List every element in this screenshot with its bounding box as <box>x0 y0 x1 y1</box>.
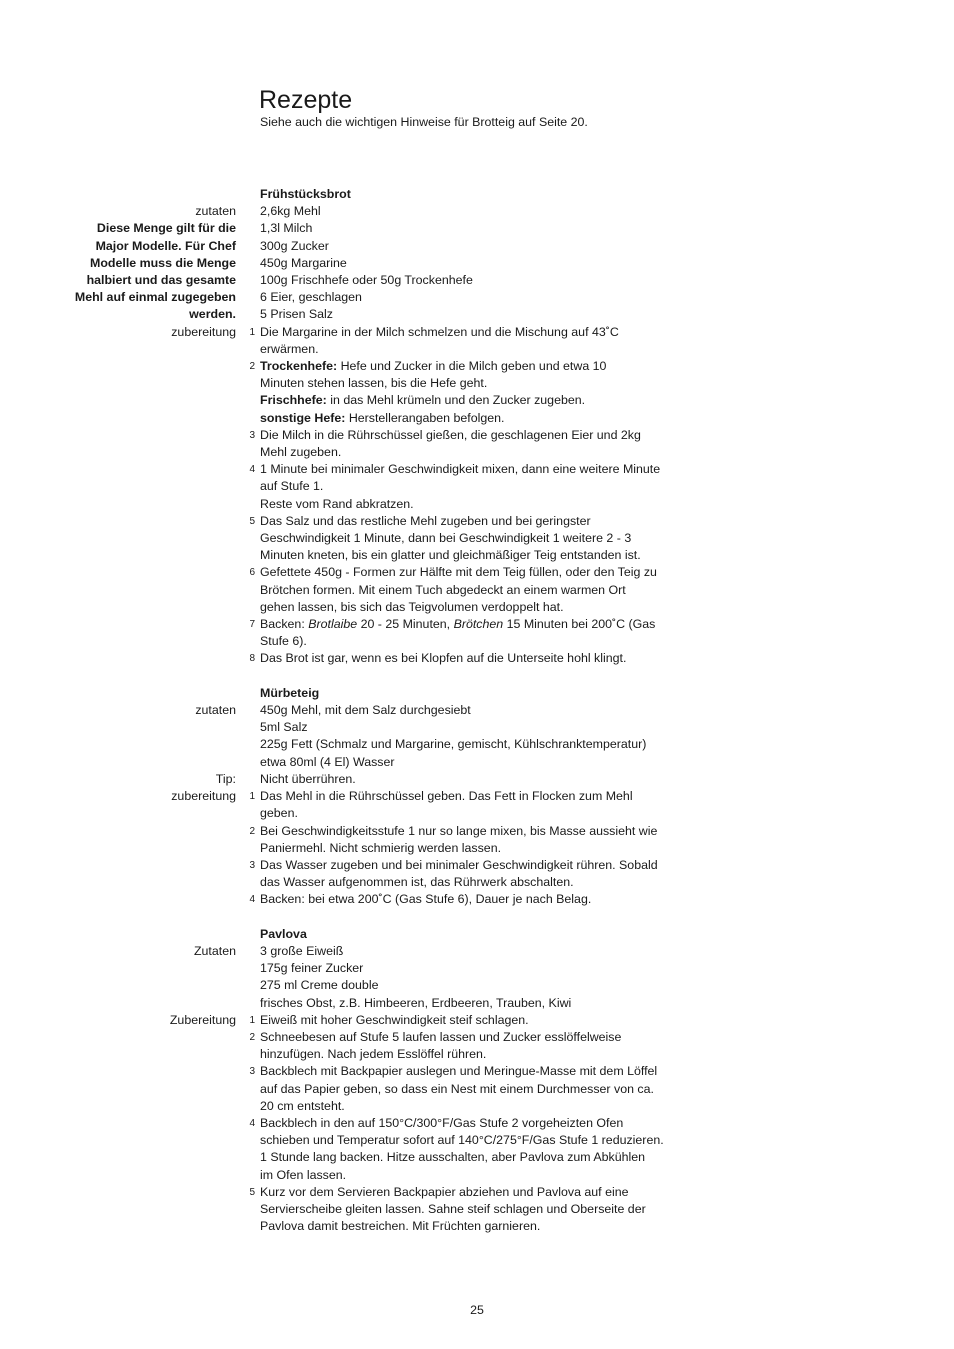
recipe-text <box>260 478 700 495</box>
text-span: Brötchen formen. Mit einem Tuch abgedeckt an einem warmen Ort <box>260 582 626 597</box>
recipe-line <box>0 358 954 375</box>
recipe-text <box>260 857 700 874</box>
text-span: 6 Eier, geschlagen <box>260 290 362 305</box>
text-span: 15 Minuten bei 200˚C (Gas <box>503 617 656 632</box>
recipe-line <box>0 341 954 358</box>
text-span: frisches Obst, z.B. Himbeeren, Erdbeeren, Trauben, Kiwi <box>260 995 572 1010</box>
text-span: Mehl zugeben. <box>260 445 342 460</box>
recipe-text <box>260 823 700 840</box>
recipe-title: Frühstücksbrot <box>260 187 351 201</box>
recipe-text <box>260 1081 700 1098</box>
recipe-line <box>0 1012 954 1029</box>
recipe-line <box>0 805 954 822</box>
text-span: 1 Minute bei minimaler Geschwindigkeit mixen, dann eine weitere Minute <box>260 462 661 477</box>
text-span: 300g Zucker <box>260 238 329 253</box>
text-span: Minuten stehen lassen, bis die Hefe geht. <box>260 376 488 391</box>
recipe-text <box>260 702 700 719</box>
recipe-text <box>260 1184 700 1201</box>
recipe-text <box>260 960 700 977</box>
recipe-line <box>0 410 954 427</box>
text-span: das Wasser aufgenommen ist, das Rührwerk abschalten. <box>260 875 574 890</box>
recipe-line <box>0 392 954 409</box>
step-number: 5 <box>249 1186 255 1198</box>
text-span: 3 große Eiweiß <box>260 943 344 958</box>
recipe-text <box>260 324 700 341</box>
recipe-line <box>0 1132 954 1149</box>
step-number: 6 <box>249 567 255 579</box>
section-label: Zutaten <box>193 943 236 958</box>
step-number: 2 <box>249 1031 255 1043</box>
text-span: Paniermehl. Nicht schmierig werden lassen. <box>260 840 502 855</box>
recipe-text <box>260 1098 700 1115</box>
text-span: Die Milch in die Rührschüssel gießen, die geschlagenen Eier und 2kg <box>260 427 641 442</box>
yeast-type-label: Trockenhefe: <box>260 359 338 374</box>
text-span: schieben und Temperatur sofort auf 140°C/275°F/Gas Stufe 1 reduzieren. <box>260 1133 664 1148</box>
recipe-line <box>0 496 954 513</box>
text-span: Backen: <box>260 617 309 632</box>
recipe-line <box>0 289 954 306</box>
recipe-line <box>0 1184 954 1201</box>
recipe-text <box>260 1201 700 1218</box>
text-span: Servierscheibe gleiten lassen. Sahne steif schlagen und Oberseite der <box>260 1201 646 1216</box>
recipe-line <box>0 633 954 650</box>
recipe-text <box>260 444 700 461</box>
step-number: 4 <box>249 894 255 906</box>
recipe-text <box>260 220 700 237</box>
recipe-line <box>0 1046 954 1063</box>
text-span: 1,3l Milch <box>260 221 313 236</box>
page-title: Rezepte <box>259 86 353 114</box>
recipe-text <box>260 1115 700 1132</box>
section-label: zutaten <box>195 204 236 219</box>
recipe-line <box>0 1115 954 1132</box>
step-number: 3 <box>249 859 255 871</box>
text-span: Backblech in den auf 150°C/300°F/Gas Stufe 2 vorgeheizten Ofen <box>260 1115 624 1130</box>
text-span: Reste vom Rand abkratzen. <box>260 496 414 511</box>
recipe-line <box>0 788 954 805</box>
quantity-note: werden. <box>189 307 236 322</box>
recipe-title: Pavlova <box>260 926 307 941</box>
text-span: 175g feiner Zucker <box>260 961 364 976</box>
recipe-line <box>0 1149 954 1166</box>
recipe-text <box>260 547 700 564</box>
recipe-line <box>0 754 954 771</box>
text-span: auf das Papier geben, so dass ein Nest mit einem Durchmesser von ca. <box>260 1081 654 1096</box>
recipe-line <box>0 1201 954 1218</box>
recipe-line <box>0 444 954 461</box>
text-span: Stufe 6). <box>260 634 307 649</box>
text-span: Geschwindigkeit 1 Minute, dann bei Geschwindigkeit 1 weitere 2 - 3 <box>260 531 632 546</box>
recipe-line <box>0 1063 954 1080</box>
quantity-note: Modelle muss die Menge <box>90 255 236 270</box>
recipe-line <box>0 599 954 616</box>
recipe-text <box>260 719 700 736</box>
text-span: Backen: bei etwa 200˚C (Gas Stufe 6), Dauer je nach Belag. <box>260 892 592 907</box>
text-span: Das Mehl in die Rührschüssel geben. Das Fett in Flocken zum Mehl <box>260 789 633 804</box>
text-span: Das Wasser zugeben und bei minimaler Geschwindigkeit rühren. Sobald <box>260 857 658 872</box>
recipe-line <box>0 771 954 788</box>
section-label: zutaten <box>195 703 236 718</box>
recipe-text <box>260 289 700 306</box>
text-span: Eiweiß mit hoher Geschwindigkeit steif schlagen. <box>260 1012 529 1027</box>
recipe-line <box>0 874 954 891</box>
recipe-title-row <box>0 926 954 943</box>
recipe-line <box>0 255 954 272</box>
recipe-text <box>260 1063 700 1080</box>
text-span: erwärmen. <box>260 341 319 356</box>
text-span: im Ofen lassen. <box>260 1167 347 1182</box>
text-span: 5 Prisen Salz <box>260 307 334 322</box>
recipe-text <box>260 375 700 392</box>
recipe-text <box>260 633 700 650</box>
recipe-text <box>260 874 700 891</box>
recipe-title-row <box>0 186 954 203</box>
text-span: Hefe und Zucker in die Milch geben und etwa 10 <box>337 359 607 374</box>
text-span: etwa 80ml (4 El) Wasser <box>260 754 395 769</box>
recipe-text <box>260 1149 700 1166</box>
quantity-note: Diese Menge gilt für die <box>96 221 236 236</box>
recipe-line <box>0 375 954 392</box>
recipe-line <box>0 736 954 753</box>
recipe-line <box>0 650 954 667</box>
recipe-text <box>260 1167 700 1184</box>
text-span: in das Mehl krümeln und den Zucker zugeben. <box>326 393 586 408</box>
text-span: 20 - 25 Minuten, <box>357 617 454 632</box>
recipe-text <box>260 650 700 667</box>
recipe-line <box>0 1167 954 1184</box>
recipe-text <box>260 805 700 822</box>
recipe-title-row <box>0 685 954 702</box>
recipe-line <box>0 582 954 599</box>
recipe-text <box>260 1132 700 1149</box>
recipe-text <box>260 995 700 1012</box>
text-span: Minuten kneten, bis ein glatter und gleichmäßiger Teig entstanden ist. <box>260 548 641 563</box>
recipe-line <box>0 478 954 495</box>
text-span: 450g Mehl, mit dem Salz durchgesiebt <box>260 703 471 718</box>
recipe-line <box>0 272 954 289</box>
text-span: Kurz vor dem Servieren Backpapier abziehen und Pavlova auf eine <box>260 1184 629 1199</box>
recipe-text <box>260 392 700 409</box>
italic-term: Brotlaibe <box>308 617 358 632</box>
recipe-text <box>260 358 700 375</box>
recipe-section <box>0 926 954 1236</box>
recipe-text <box>260 496 700 513</box>
recipe-line <box>0 943 954 960</box>
step-number: 7 <box>249 619 255 631</box>
text-span: 275 ml Creme double <box>260 978 379 993</box>
recipe-line <box>0 960 954 977</box>
yeast-type-label: sonstige Hefe: <box>260 410 346 425</box>
text-span: Backblech mit Backpapier auslegen und Meringue-Masse mit dem Löffel <box>260 1064 658 1079</box>
recipe-line <box>0 306 954 323</box>
step-number: 4 <box>249 1117 255 1129</box>
step-number: 8 <box>249 653 255 665</box>
recipe-line <box>0 513 954 530</box>
recipe-line <box>0 1218 954 1235</box>
text-span: Das Brot ist gar, wenn es bei Klopfen auf die Unterseite hohl klingt. <box>260 651 627 666</box>
recipe-text <box>260 977 700 994</box>
recipe-text <box>260 771 700 788</box>
recipe-line <box>0 427 954 444</box>
quantity-note: Mehl auf einmal zugegeben <box>74 290 236 305</box>
page-subtitle: Siehe auch die wichtigen Hinweise für Brotteig auf Seite 20. <box>260 115 588 129</box>
step-number: 3 <box>249 429 255 441</box>
recipe-text <box>260 788 700 805</box>
text-span: 5ml Salz <box>260 720 308 735</box>
recipe-text <box>260 410 700 427</box>
text-span: hinzufügen. Nach jedem Esslöffel rühren. <box>260 1047 487 1062</box>
step-number: 4 <box>249 464 255 476</box>
recipe-line <box>0 823 954 840</box>
recipe-text <box>260 272 700 289</box>
recipe-text <box>260 891 700 908</box>
text-span: 225g Fett (Schmalz und Margarine, gemischt, Kühlschranktemperatur) <box>260 737 647 752</box>
recipe-text <box>260 840 700 857</box>
step-number: 2 <box>249 361 255 373</box>
recipe-line <box>0 995 954 1012</box>
step-number: 1 <box>249 1014 255 1026</box>
text-span: Die Margarine in der Milch schmelzen und die Mischung auf 43˚C <box>260 324 619 339</box>
recipe-text <box>260 599 700 616</box>
recipe-line <box>0 1029 954 1046</box>
recipe-text <box>260 1029 700 1046</box>
recipe-line <box>0 616 954 633</box>
recipe-text <box>260 341 700 358</box>
recipe-text <box>260 203 700 220</box>
text-span: Nicht überrühren. <box>260 771 356 786</box>
recipe-line <box>0 238 954 255</box>
text-span: gehen lassen, bis sich das Teigvolumen verdoppelt hat. <box>260 599 564 614</box>
text-span: Das Salz und das restliche Mehl zugeben und bei geringster <box>260 513 591 528</box>
recipe-list <box>0 186 954 1253</box>
recipe-line <box>0 891 954 908</box>
recipe-text <box>260 255 700 272</box>
recipe-text <box>260 754 700 771</box>
text-span: Gefettete 450g - Formen zur Hälfte mit dem Teig füllen, oder den Teig zu <box>260 565 657 580</box>
text-span: Bei Geschwindigkeitsstufe 1 nur so lange mixen, bis Masse aussieht wie <box>260 823 658 838</box>
text-span: Pavlova damit bestreichen. Mit Früchten garnieren. <box>260 1219 541 1234</box>
text-span: 100g Frischhefe oder 50g Trockenhefe <box>260 273 473 288</box>
recipe-section <box>0 186 954 668</box>
section-label: Zubereitung <box>169 1012 236 1027</box>
section-label: zubereitung <box>171 324 236 339</box>
italic-term: Brötchen <box>453 617 504 632</box>
recipe-text <box>260 306 700 323</box>
recipe-title: Mürbeteig <box>260 685 320 700</box>
recipe-line <box>0 857 954 874</box>
text-span: Herstellerangaben befolgen. <box>345 410 505 425</box>
recipe-text <box>260 616 700 633</box>
recipe-text <box>260 564 700 581</box>
step-number: 1 <box>249 326 255 338</box>
page-number: 25 <box>470 1303 484 1317</box>
section-label: zubereitung <box>171 789 236 804</box>
recipe-text <box>260 1218 700 1235</box>
recipe-line <box>0 530 954 547</box>
recipe-line <box>0 702 954 719</box>
recipe-text <box>260 530 700 547</box>
yeast-type-label: Frischhefe: <box>260 393 327 408</box>
recipe-line <box>0 840 954 857</box>
section-label: Tip: <box>215 771 236 786</box>
recipe-line <box>0 1081 954 1098</box>
step-number: 2 <box>249 825 255 837</box>
recipe-text <box>260 1046 700 1063</box>
recipe-line <box>0 564 954 581</box>
recipe-section <box>0 685 954 909</box>
step-number: 1 <box>249 791 255 803</box>
recipe-line <box>0 203 954 220</box>
text-span: 450g Margarine <box>260 255 347 270</box>
recipe-text <box>260 943 700 960</box>
text-span: 2,6kg Mehl <box>260 204 321 219</box>
recipe-line <box>0 547 954 564</box>
text-span: 1 Stunde lang backen. Hitze ausschalten, aber Pavlova zum Abkühlen <box>260 1150 646 1165</box>
recipe-line <box>0 220 954 237</box>
recipe-text <box>260 461 700 478</box>
text-span: 20 cm entsteht. <box>260 1098 345 1113</box>
recipe-line <box>0 977 954 994</box>
recipe-line <box>0 1098 954 1115</box>
quantity-note: Major Modelle. Für Chef <box>95 238 236 253</box>
quantity-note: halbiert und das gesamte <box>86 273 236 288</box>
text-span: auf Stufe 1. <box>260 479 324 494</box>
recipe-text <box>260 427 700 444</box>
recipe-text <box>260 736 700 753</box>
recipe-text <box>260 582 700 599</box>
recipe-text <box>260 1012 700 1029</box>
recipe-line <box>0 461 954 478</box>
recipe-line <box>0 324 954 341</box>
step-number: 3 <box>249 1066 255 1078</box>
recipe-line <box>0 719 954 736</box>
step-number: 5 <box>249 515 255 527</box>
text-span: geben. <box>260 806 298 821</box>
recipe-text <box>260 238 700 255</box>
recipe-text <box>260 513 700 530</box>
text-span: Schneebesen auf Stufe 5 laufen lassen und Zucker esslöffelweise <box>260 1029 622 1044</box>
